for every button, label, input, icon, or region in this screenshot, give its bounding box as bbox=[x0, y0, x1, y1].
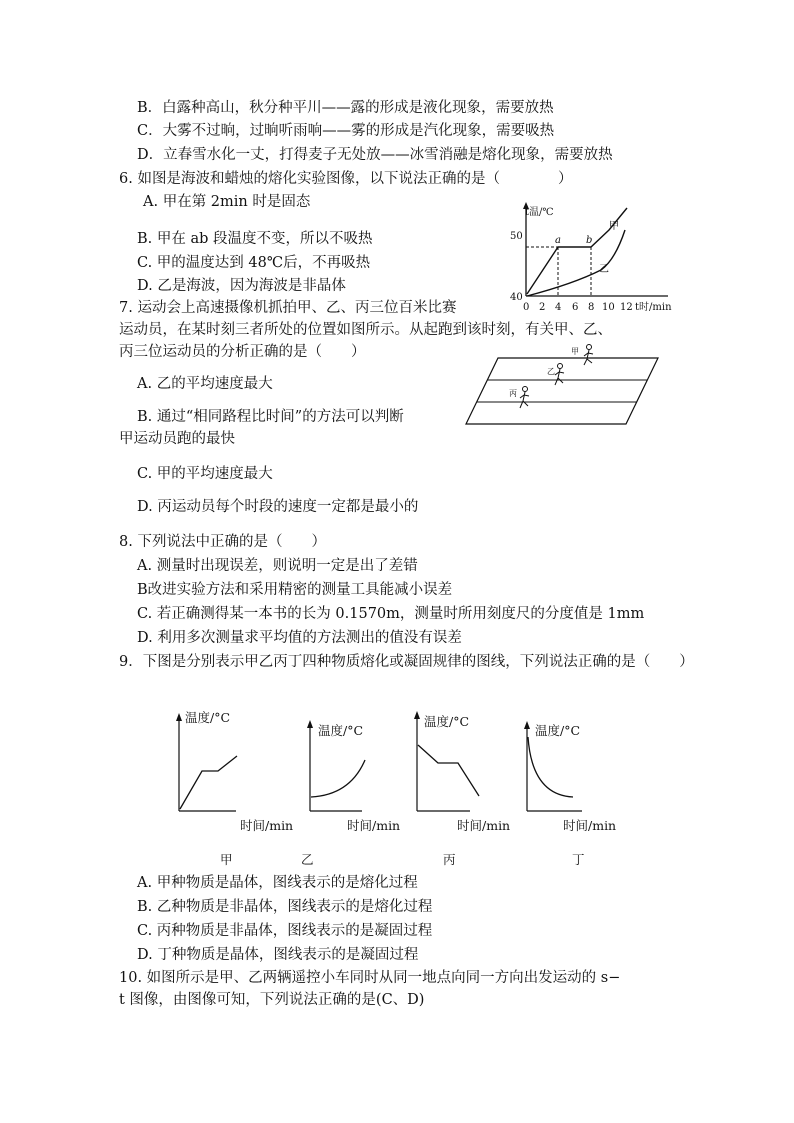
q8-option-a: A. 测量时出现误差，则说明一定是出了差错 bbox=[137, 558, 418, 574]
q9-stem: 9．下图是分别表示甲乙丙丁四种物质熔化或凝固规律的图线，下列说法正确的是（ ） bbox=[119, 654, 694, 670]
graph-name-yi: 乙 bbox=[301, 852, 314, 867]
graph-ylabel: t温/℃ bbox=[525, 207, 554, 218]
q5-option-b: B．白露种高山，秋分种平川——露的形成是液化现象，需要放热 bbox=[137, 100, 554, 116]
q7-option-b-1: B. 通过“相同路程比时间”的方法可以判断 bbox=[137, 409, 404, 425]
graph-bing-ylabel: 温度/°C bbox=[424, 714, 470, 729]
runner-bing-label: 丙 bbox=[509, 389, 517, 398]
curve-yi bbox=[527, 230, 625, 296]
graph-jia bbox=[176, 710, 293, 833]
runner-jia bbox=[584, 345, 593, 366]
q6-option-c: C. 甲的温度达到 48℃后，不再吸热 bbox=[137, 255, 371, 271]
melting-graph bbox=[503, 200, 673, 315]
graph-jia-xlabel: 时间/min bbox=[240, 818, 294, 833]
q6-option-d: D. 乙是海波，因为海波是非晶体 bbox=[137, 278, 346, 294]
graph-name-jia: 甲 bbox=[220, 852, 233, 867]
runner-bing bbox=[520, 387, 529, 409]
curve-yi-label: 乙 bbox=[599, 264, 609, 275]
graph-ding-xlabel: 时间/min bbox=[563, 818, 617, 833]
q7-stem-1: 7. 运动会上高速摄像机抓拍甲、乙、丙三位百米比赛 bbox=[119, 300, 457, 316]
xtick: 4 bbox=[555, 302, 562, 313]
q6-option-b: B. 甲在 ab 段温度不变，所以不吸热 bbox=[137, 231, 373, 247]
q8-option-d: D. 利用多次测量求平均值的方法测出的值没有误差 bbox=[137, 630, 462, 646]
q6-stem: 6. 如图是海波和蜡烛的熔化实验图像，以下说法正确的是（ ） bbox=[119, 171, 573, 187]
graph-ding bbox=[524, 721, 616, 833]
xtick: 2 bbox=[539, 302, 546, 313]
point-a-label: a bbox=[555, 235, 561, 246]
xtick: 0 bbox=[523, 302, 530, 313]
ytick-40: 40 bbox=[510, 292, 523, 303]
q9-option-a: A. 甲种物质是晶体，图线表示的是熔化过程 bbox=[137, 875, 418, 891]
q9-graphs bbox=[170, 705, 640, 875]
q7-option-a: A. 乙的平均速度最大 bbox=[137, 376, 273, 392]
q8-option-b: B改进实验方法和采用精密的测量工具能减小误差 bbox=[137, 582, 453, 598]
graph-ding-ylabel: 温度/°C bbox=[535, 723, 581, 738]
runner-jia-label: 甲 bbox=[571, 347, 579, 356]
xtick: 6 bbox=[572, 302, 579, 313]
q9-option-b: B. 乙种物质是非晶体，图线表示的是熔化过程 bbox=[137, 899, 433, 915]
q8-option-c: C. 若正确测得某一本书的长为 0.1570m，测量时所用刻度尺的分度值是 1mm bbox=[137, 606, 645, 622]
runner-yi bbox=[555, 364, 564, 386]
q5-option-d: D．立春雪水化一丈，打得麦子无处放——冰雪消融是熔化现象，需要放热 bbox=[137, 147, 613, 163]
q7-option-b-2: 甲运动员跑的最快 bbox=[119, 431, 235, 447]
graph-yi-xlabel: 时间/min bbox=[347, 818, 401, 833]
q7-option-d: D. 丙运动员每个时段的速度一定都是最小的 bbox=[137, 499, 419, 515]
graph-bing-xlabel: 时间/min bbox=[457, 818, 511, 833]
q7-option-c: C. 甲的平均速度最大 bbox=[137, 466, 273, 482]
curve-jia-label: 甲 bbox=[609, 221, 619, 232]
graph-name-ding: 丁 bbox=[572, 852, 585, 867]
q8-stem: 8. 下列说法中正确的是（ ） bbox=[119, 534, 326, 550]
xtick: 12 bbox=[620, 302, 633, 313]
graph-yi-ylabel: 温度/°C bbox=[318, 723, 364, 738]
q10-stem-1: 10. 如图所示是甲、乙两辆遥控小车同时从同一地点向同一方向出发运动的 s− bbox=[119, 970, 621, 986]
q7-stem-3: 丙三位运动员的分析正确的是（ ） bbox=[119, 344, 366, 360]
xtick: 10 bbox=[602, 302, 615, 313]
q9-option-d: D. 丁种物质是晶体，图线表示的是凝固过程 bbox=[137, 947, 419, 963]
q7-stem-2: 运动员，在某时刻三者所处的位置如图所示。从起跑到该时刻，有关甲、乙、 bbox=[119, 322, 612, 338]
graph-bing bbox=[414, 711, 510, 833]
graph-name-bing: 丙 bbox=[443, 852, 456, 867]
graph-xlabel: t时/min bbox=[635, 302, 672, 313]
q6-option-a: A. 甲在第 2min 时是固态 bbox=[143, 194, 311, 210]
q9-option-c: C. 丙种物质是非晶体，图线表示的是凝固过程 bbox=[137, 923, 433, 939]
graph-yi bbox=[307, 720, 400, 833]
xtick: 8 bbox=[588, 302, 595, 313]
running-track-figure bbox=[463, 340, 663, 430]
ytick-50: 50 bbox=[510, 231, 523, 242]
point-b-label: b bbox=[586, 235, 593, 246]
runner-yi-label: 乙 bbox=[547, 367, 555, 376]
graph-jia-ylabel: 温度/°C bbox=[185, 710, 231, 725]
q5-option-c: C．大雾不过晌，过晌听雨响——雾的形成是汽化现象，需要吸热 bbox=[137, 123, 555, 139]
q10-stem-2: t 图像，由图像可知，下列说法正确的是(C、D) bbox=[119, 992, 425, 1008]
